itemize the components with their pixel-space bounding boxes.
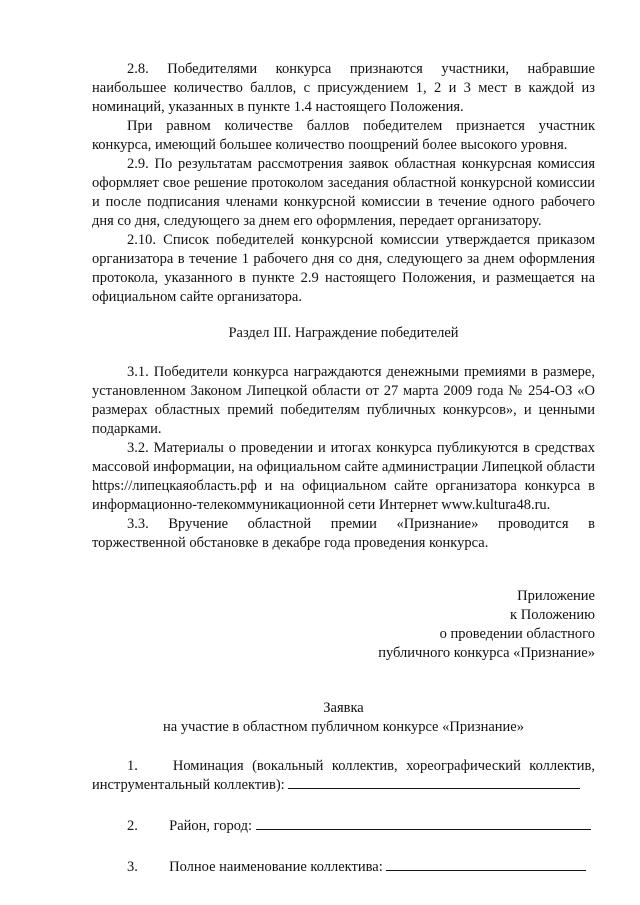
paragraph-2-9: 2.9. По результатам рассмотрения заявок областная конкурсная комиссия оформляет свое решение протоколом заседания областной конкурсной комиссии и после подписания членами конкурсной комиссии в течение одного рабочего дня со дня, следующего за днем его оформления, передает организатору. [92, 156, 595, 229]
collective-name-field[interactable] [386, 870, 586, 871]
item-label: Номинация (вокальный коллектив, хореографический коллектив, инструментальный коллектив): [92, 758, 596, 793]
paragraph-3-2: 3.2. Материалы о проведении и итогах конкурса публикуются в средствах массовой информации, на официальном сайте администрации Липецкой области https://липецкаяобласть.рф и на официальном сайте организатора конкурса в информационно-телекоммуникационной сети Интернет www.kultura48.ru. [92, 440, 595, 513]
document-page [92, 60, 595, 877]
paragraph-equal-points: При равном количестве баллов победителем признается участник конкурса, имеющий большее количество поощрений более высокого уровня. [92, 118, 595, 153]
application-item-nomination [92, 757, 595, 795]
appendix-line: Приложение [517, 588, 595, 604]
district-field[interactable] [256, 829, 591, 830]
application-item-district [92, 817, 595, 836]
item-number: 2. [127, 818, 138, 834]
application-item-collective-name [92, 858, 595, 877]
item-label: Полное наименование коллектива: [169, 859, 383, 875]
paragraph-2-10: 2.10. Список победителей конкурсной комиссии утверждается приказом организатора в течение 1 рабочего дня со дня, следующего за днем оформления протокола, указанного в пункте 2.9 настоящего Положения, и размещается на официальном сайте организатора. [92, 232, 595, 305]
section-three-title: Раздел III. Награждение победителей [228, 325, 459, 341]
appendix-line: к Положению [510, 607, 595, 623]
nomination-field[interactable] [288, 788, 580, 789]
item-number: 3. [127, 859, 138, 875]
application-title: Заявка [323, 700, 364, 716]
item-number: 1. [127, 758, 138, 774]
application-heading [92, 699, 595, 737]
paragraph-3-1: 3.1. Победители конкурса награждаются денежными премиями в размере, установленном Законом Липецкой области от 27 марта 2009 года № 254-ОЗ «О размерах областных премий победителям публичных конкурсов», и ценными подарками. [92, 364, 595, 437]
appendix-header [92, 587, 595, 663]
application-subtitle: на участие в областном публичном конкурсе «Признание» [163, 719, 524, 735]
appendix-line: о проведении областного [439, 626, 595, 642]
appendix-line: публичного конкурса «Признание» [378, 645, 595, 661]
item-label: Район, город: [169, 818, 252, 834]
paragraph-3-3: 3.3. Вручение областной премии «Признание» проводится в торжественной обстановке в декабре года проведения конкурса. [92, 516, 595, 551]
paragraph-2-8: 2.8. Победителями конкурса признаются участники, набравшие наибольшее количество баллов, с присуждением 1, 2 и 3 мест в каждой из номинаций, указанных в пункте 1.4 настоящего Положения. [92, 61, 595, 115]
